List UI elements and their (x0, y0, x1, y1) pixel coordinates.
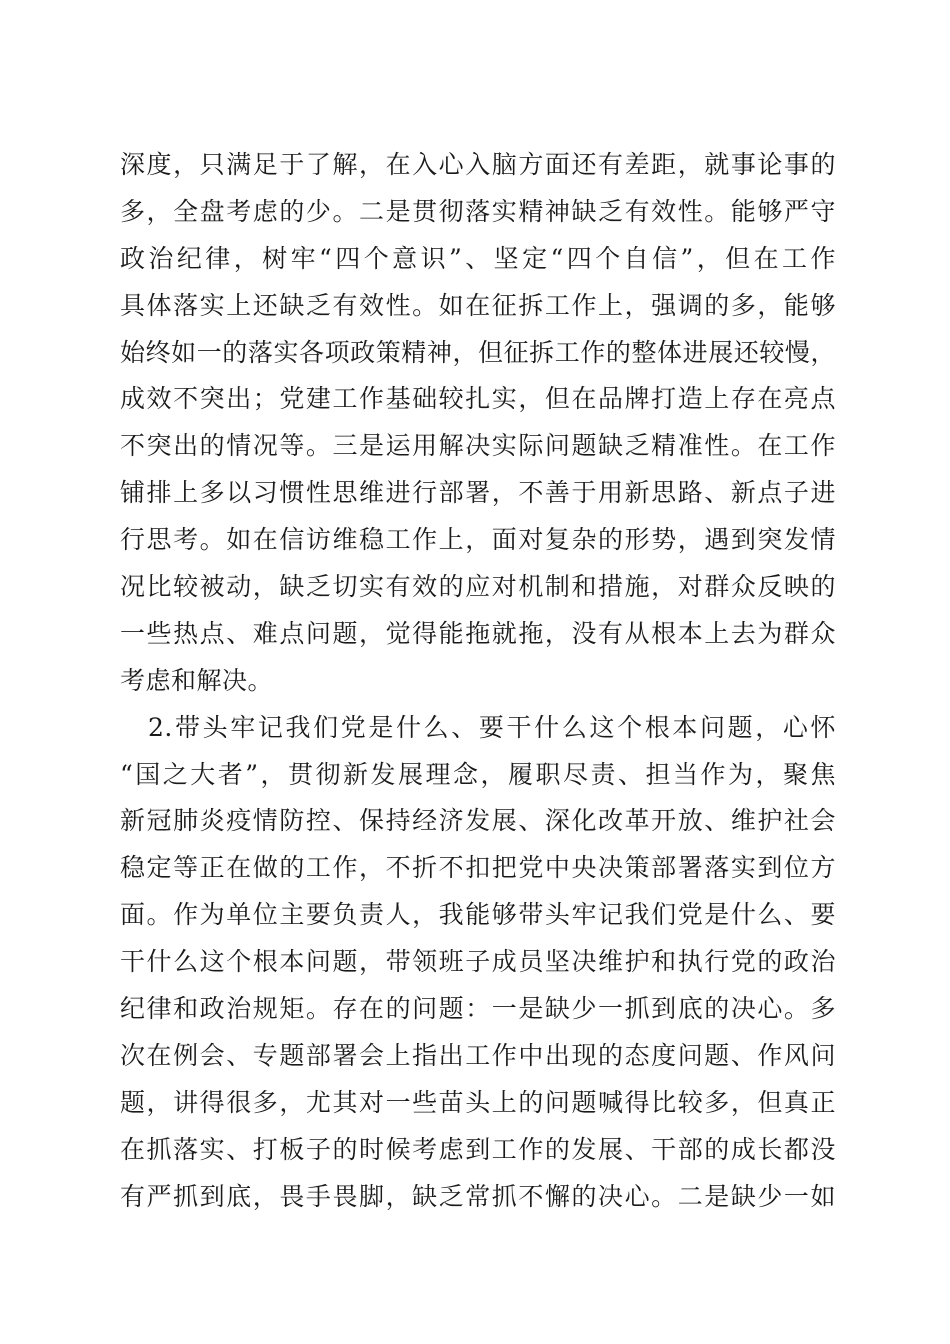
paragraph-start-line: 2.带头牢记我们党是什么、要干什么这个根本问题，心怀 (148, 712, 836, 742)
body-text (120, 142, 836, 1220)
text-line: 行思考。如在信访维稳工作上，面对复杂的形势，遇到突发情 (120, 525, 836, 555)
text-line: 次在例会、专题部署会上指出工作中出现的态度问题、作风问 (120, 1040, 836, 1070)
text-line: 题，讲得很多，尤其对一些苗头上的问题喊得比较多，但真正 (120, 1087, 836, 1117)
text-line: 考虑和解决。 (120, 665, 274, 695)
text-line: 干什么这个根本问题，带领班子成员坚决维护和执行党的政治 (120, 947, 836, 977)
text-line: 有严抓到底，畏手畏脚，缺乏常抓不懈的决心。二是缺少一如 (120, 1181, 836, 1211)
text-line: 成效不突出；党建工作基础较扎实，但在品牌打造上存在亮点 (120, 384, 836, 414)
text-line: 一些热点、难点问题，觉得能拖就拖，没有从根本上去为群众 (120, 618, 836, 648)
text-line: 纪律和政治规矩。存在的问题：一是缺少一抓到底的决心。多 (120, 994, 836, 1024)
text-line: 况比较被动，缺乏切实有效的应对机制和措施，对群众反映的 (120, 572, 836, 602)
text-line: 不突出的情况等。三是运用解决实际问题缺乏精准性。在工作 (120, 431, 836, 461)
text-line: 政治纪律，树牢“四个意识”、坚定“四个自信”，但在工作 (120, 243, 836, 273)
text-line: 在抓落实、打板子的时候考虑到工作的发展、干部的成长都没 (120, 1134, 836, 1164)
text-line: 具体落实上还缺乏有效性。如在征拆工作上，强调的多，能够 (120, 290, 836, 320)
text-line: 稳定等正在做的工作，不折不扣把党中央决策部署落实到位方 (120, 853, 836, 883)
text-line: 面。作为单位主要负责人，我能够带头牢记我们党是什么、要 (120, 900, 836, 930)
text-line: 多，全盘考虑的少。二是贯彻落实精神缺乏有效性。能够严守 (120, 196, 836, 226)
text-line: 始终如一的落实各项政策精神，但征拆工作的整体进展还较慢， (120, 337, 836, 367)
text-line: 深度，只满足于了解，在入心入脑方面还有差距，就事论事的 (120, 150, 836, 179)
text-line: 新冠肺炎疫情防控、保持经济发展、深化改革开放、维护社会 (120, 806, 836, 836)
text-line: 铺排上多以习惯性思维进行部署，不善于用新思路、新点子进 (120, 478, 836, 508)
text-line: “国之大者”，贯彻新发展理念，履职尽责、担当作为，聚焦 (120, 759, 836, 789)
